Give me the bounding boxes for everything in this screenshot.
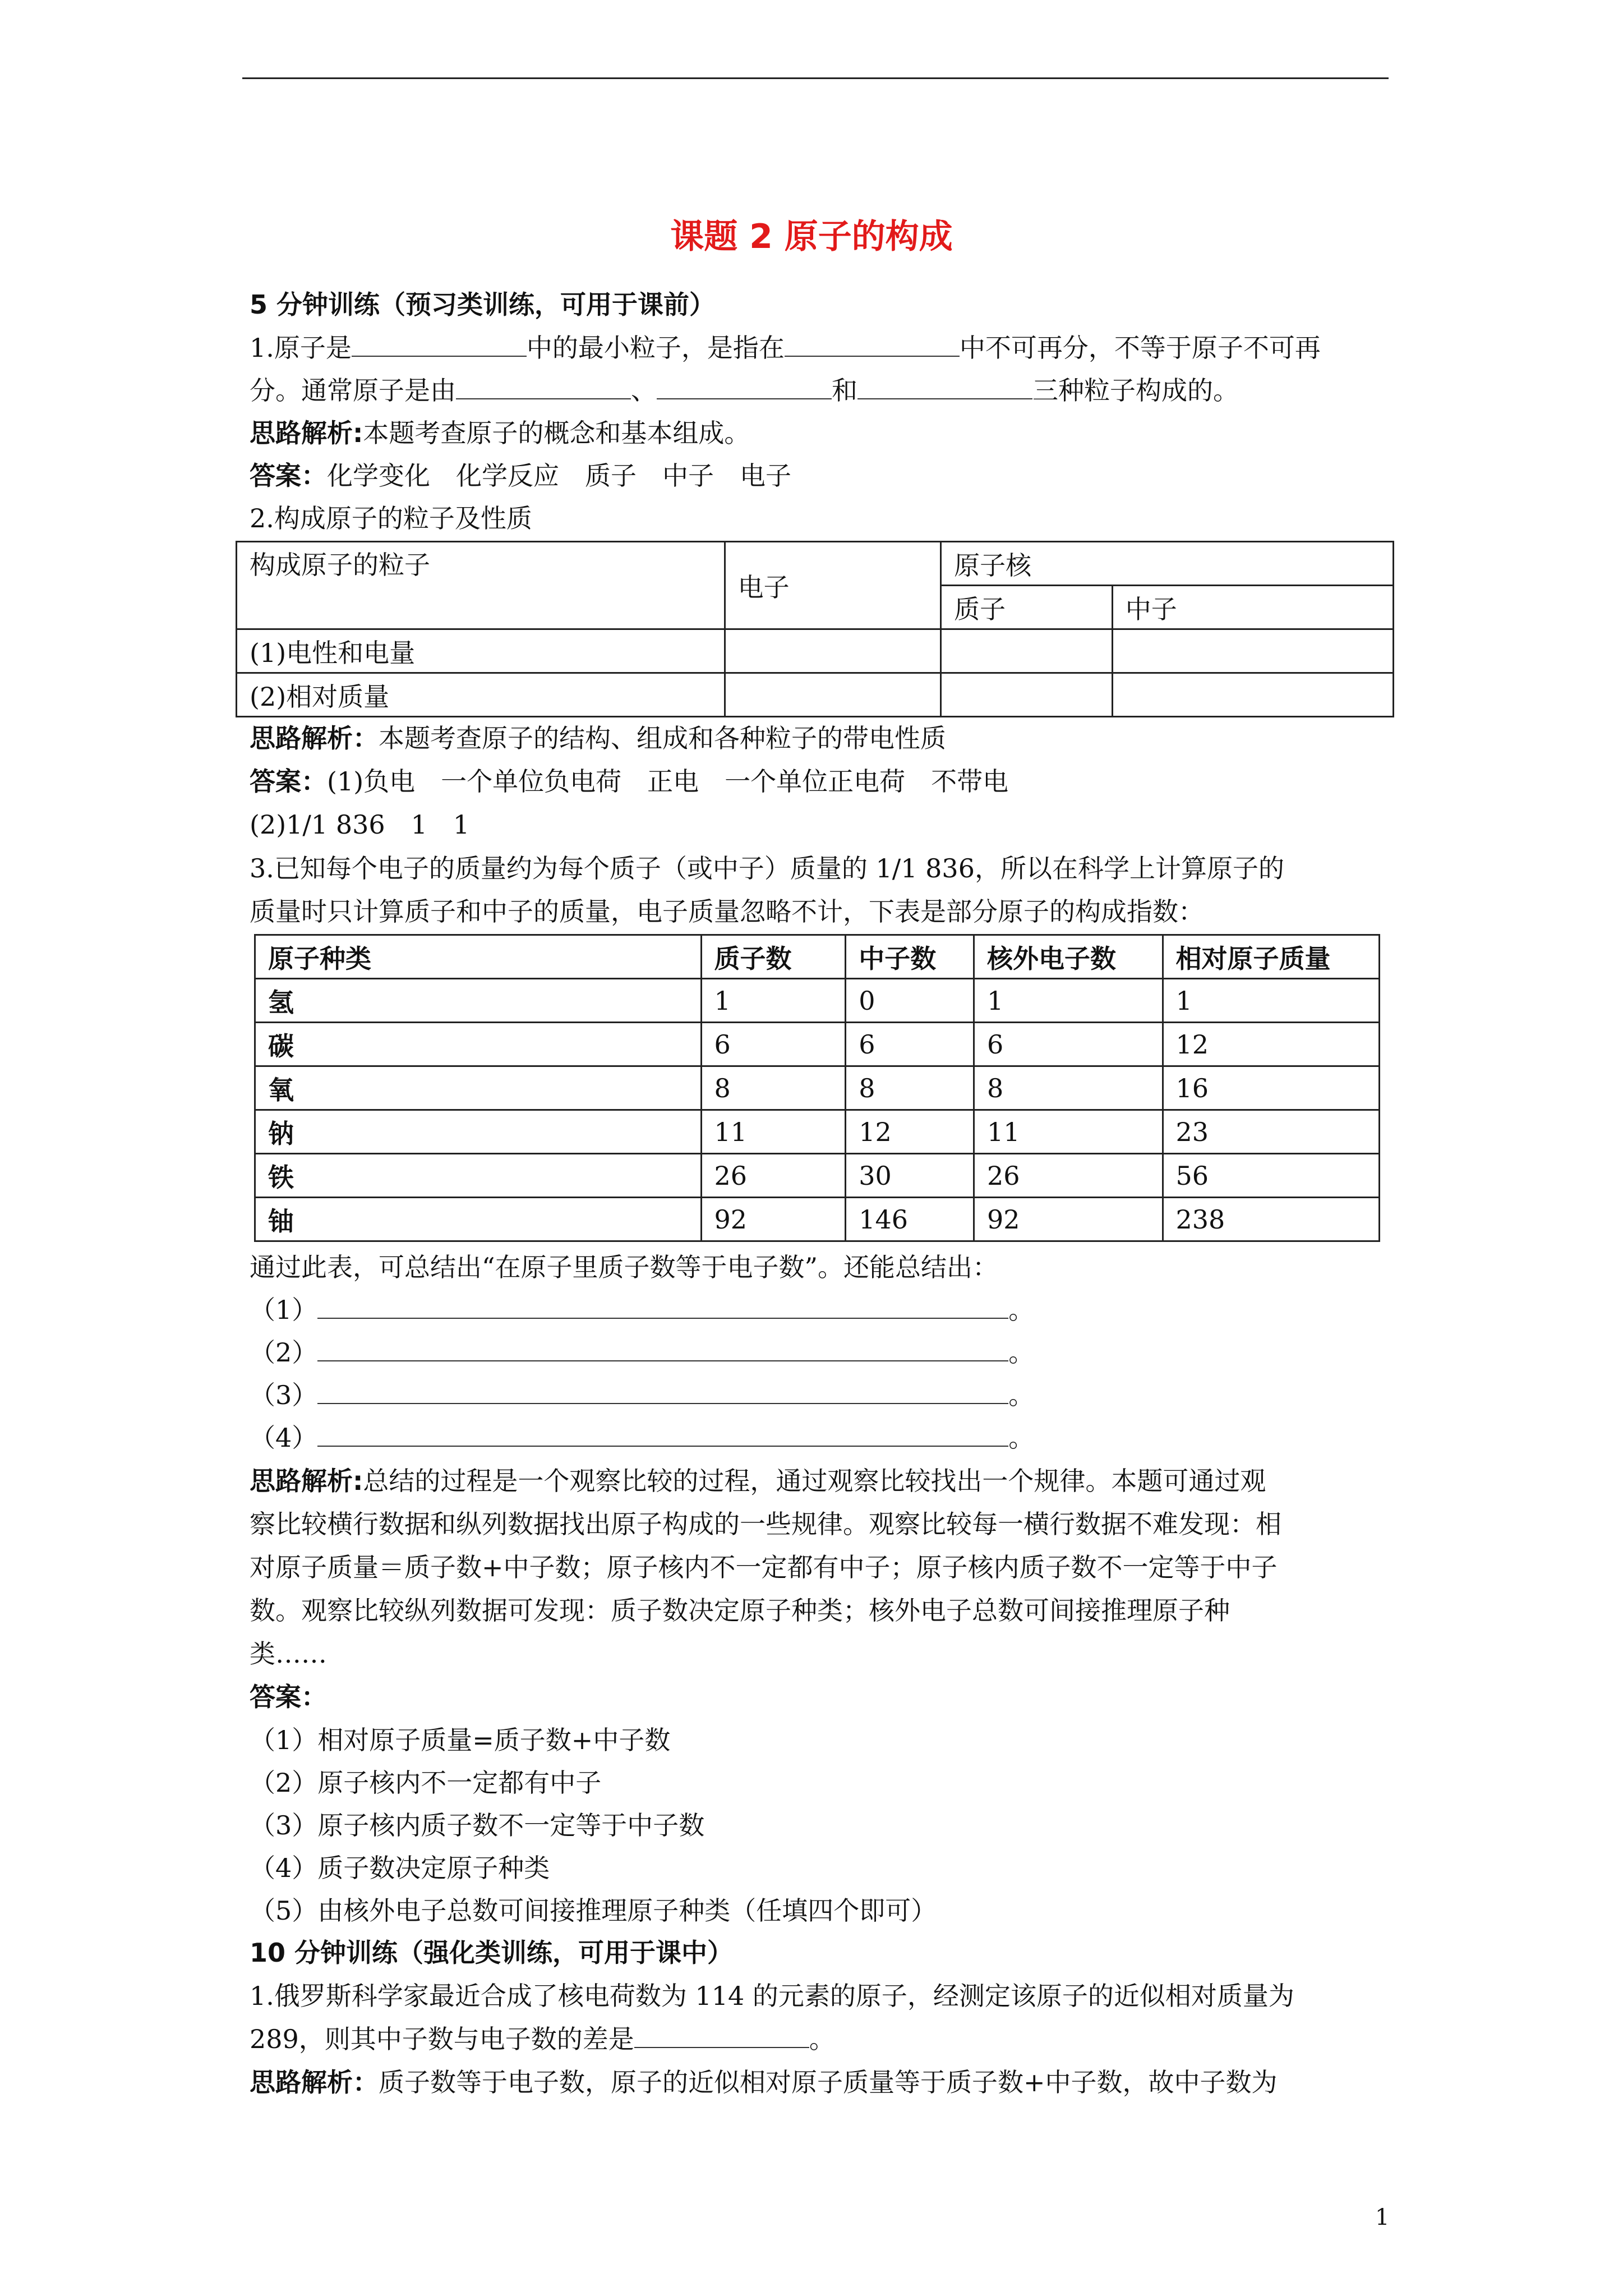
table-header-cell: 相对原子质量 xyxy=(1163,935,1380,979)
table-cell: 12 xyxy=(846,1110,974,1154)
table-cell-empty[interactable] xyxy=(725,629,940,673)
table-cell: 16 xyxy=(1163,1066,1380,1110)
q3-answer-label: 答案： xyxy=(250,1682,327,1712)
answer-item: （3）原子核内质子数不一定等于中子数 xyxy=(250,1810,705,1841)
hint-text: 本题考查原子的结构、组成和各种粒子的带电性质 xyxy=(379,723,946,753)
q1-text-f: 和 xyxy=(832,375,857,406)
table-cell: 8 xyxy=(846,1066,974,1110)
cell-row-charge: (1)电性和电量 xyxy=(237,629,725,673)
element-name-cell: 铀 xyxy=(255,1198,702,1241)
table-cell: 92 xyxy=(701,1198,846,1241)
blank-number: （4） xyxy=(250,1423,318,1453)
table-cell: 238 xyxy=(1163,1198,1380,1241)
q2-text: 2.构成原子的粒子及性质 xyxy=(250,503,532,533)
answer-blank[interactable] xyxy=(317,1423,1008,1447)
table-cell-empty[interactable] xyxy=(941,673,1113,717)
table-cell: 12 xyxy=(1163,1023,1380,1066)
q1-text-d: 分。通常原子是由 xyxy=(250,375,456,406)
table-header-row xyxy=(255,935,1380,979)
table-cell: 0 xyxy=(846,979,974,1023)
cell-particles-header: 构成原子的粒子 xyxy=(237,542,725,629)
blank-number: （2） xyxy=(250,1337,318,1368)
q1-text-e: 、 xyxy=(631,375,657,406)
q2-answer xyxy=(250,764,1008,799)
q3-hint-1 xyxy=(250,1464,1266,1498)
q3-hint-4: 数。观察比较纵列数据可发现：质子数决定原子种类；核外电子总数可间接推理原子种 xyxy=(250,1595,1230,1626)
q1-blank-5[interactable] xyxy=(857,376,1032,399)
q1-answer xyxy=(250,458,791,493)
page-title: 课题 2 原子的构成 xyxy=(670,217,953,256)
answer-blank[interactable] xyxy=(317,1338,1008,1361)
section-heading-10min: 10 分钟训练（强化类训练，可用于课中） xyxy=(250,1938,734,1968)
hint-text: 质子数等于电子数，原子的近似相对原子质量等于质子数+中子数，故中子数为 xyxy=(379,2067,1278,2097)
blank-end: 。 xyxy=(1008,1337,1035,1368)
page-number: 1 xyxy=(1375,2205,1390,2230)
q1-blank-1[interactable] xyxy=(352,333,527,357)
table-cell: 11 xyxy=(701,1110,846,1154)
particles-table xyxy=(236,541,1394,717)
s2-q1-text-b: 。 xyxy=(809,2024,835,2054)
q3-line1: 3.已知每个电子的质量约为每个质子（或中子）质量的 1/1 836，所以在科学上计算原子的 xyxy=(250,853,1284,884)
answer-label: 答案： xyxy=(250,461,327,491)
table-cell: 8 xyxy=(701,1066,846,1110)
element-name-cell: 氢 xyxy=(255,979,702,1023)
cell-proton-header: 质子 xyxy=(941,586,1113,629)
hint-label: 思路解析: xyxy=(250,418,363,448)
hint-text: 总结的过程是一个观察比较的过程，通过观察比较找出一个规律。本题可通过观 xyxy=(363,1466,1266,1496)
hint-label: 思路解析： xyxy=(250,723,379,753)
answer-item: （5）由核外电子总数可间接推理原子种类（任填四个即可） xyxy=(250,1895,937,1926)
atom-composition-table xyxy=(254,934,1380,1242)
blank-end: 。 xyxy=(1008,1423,1035,1453)
q1-text-c: 中不可再分，不等于原子不可再 xyxy=(959,333,1321,363)
q3-blank-line xyxy=(250,1292,1034,1327)
table-cell: 56 xyxy=(1163,1154,1380,1198)
s2-q1-line1: 1.俄罗斯科学家最近合成了核电荷数为 114 的元素的原子，经测定该原子的近似相对质量为 xyxy=(250,1981,1294,2011)
table-cell-empty[interactable] xyxy=(941,629,1113,673)
q3-after-table: 通过此表，可总结出“在原子里质子数等于电子数”。还能总结出： xyxy=(250,1252,999,1282)
cell-nucleus-header: 原子核 xyxy=(941,542,1394,586)
table-cell: 23 xyxy=(1163,1110,1380,1154)
table-cell: 26 xyxy=(701,1154,846,1198)
element-name-cell: 钠 xyxy=(255,1110,702,1154)
table-cell-empty[interactable] xyxy=(1112,629,1393,673)
table-row xyxy=(255,1023,1380,1066)
answer-item: （2）原子核内不一定都有中子 xyxy=(250,1768,602,1798)
table-cell: 1 xyxy=(701,979,846,1023)
answer-label: 答案： xyxy=(250,766,327,797)
q2-answer-2: (2)1/1 836 1 1 xyxy=(250,809,470,840)
s2-q1-hint xyxy=(250,2065,1278,2100)
q3-blank-line xyxy=(250,1420,1034,1455)
table-cell-empty[interactable] xyxy=(725,673,940,717)
s2-q1-text-a: 289，则其中子数与电子数的差是 xyxy=(250,2024,634,2054)
blank-number: （3） xyxy=(250,1380,318,1410)
s2-q1-blank[interactable] xyxy=(634,2024,809,2048)
answer-item: （4）质子数决定原子种类 xyxy=(250,1853,550,1883)
table-header-cell: 质子数 xyxy=(701,935,846,979)
answer-item: （1）相对原子质量=质子数+中子数 xyxy=(250,1725,671,1755)
table-row xyxy=(255,1198,1380,1241)
table-row xyxy=(255,1066,1380,1110)
s2-q1-line2 xyxy=(250,2022,835,2056)
element-name-cell: 碳 xyxy=(255,1023,702,1066)
q1-blank-3[interactable] xyxy=(456,376,631,399)
table-row xyxy=(255,1110,1380,1154)
table-cell: 8 xyxy=(974,1066,1163,1110)
blank-end: 。 xyxy=(1008,1295,1035,1325)
section-heading-5min: 5 分钟训练（预习类训练，可用于课前） xyxy=(250,289,716,320)
table-cell: 92 xyxy=(974,1198,1163,1241)
cell-row-mass: (2)相对质量 xyxy=(237,673,725,717)
q3-hint-3: 对原子质量＝质子数+中子数；原子核内不一定都有中子；原子核内质子数不一定等于中子 xyxy=(250,1552,1278,1582)
element-name-cell: 氧 xyxy=(255,1066,702,1110)
hint-label: 思路解析: xyxy=(250,1466,363,1496)
q1-line2 xyxy=(250,373,1239,408)
cell-electron-header: 电子 xyxy=(725,542,940,629)
table-header-cell: 原子种类 xyxy=(255,935,702,979)
cell-neutron-header: 中子 xyxy=(1112,586,1393,629)
q3-blank-line xyxy=(250,1378,1034,1412)
table-cell: 6 xyxy=(974,1023,1163,1066)
table-cell-empty[interactable] xyxy=(1112,673,1393,717)
q1-text-g: 三种粒子构成的。 xyxy=(1032,375,1239,406)
answer-text: 化学变化 化学反应 质子 中子 电子 xyxy=(327,461,791,491)
table-header-cell: 核外电子数 xyxy=(974,935,1163,979)
q1-blank-2[interactable] xyxy=(785,333,960,357)
table-cell: 146 xyxy=(846,1198,974,1241)
table-cell: 1 xyxy=(1163,979,1380,1023)
table-cell: 30 xyxy=(846,1154,974,1198)
blank-end: 。 xyxy=(1008,1380,1035,1410)
table-header-cell: 中子数 xyxy=(846,935,974,979)
q1-line1 xyxy=(250,330,1321,365)
table-cell: 1 xyxy=(974,979,1163,1023)
element-name-cell: 铁 xyxy=(255,1154,702,1198)
q3-blank-line xyxy=(250,1335,1034,1370)
q1-text-a: 1.原子是 xyxy=(250,333,352,363)
q1-blank-4[interactable] xyxy=(657,376,832,399)
q1-hint xyxy=(250,416,750,450)
table-cell: 6 xyxy=(701,1023,846,1066)
q1-text-b: 中的最小粒子，是指在 xyxy=(526,333,785,363)
blank-number: （1） xyxy=(250,1295,318,1325)
answer-blank[interactable] xyxy=(317,1381,1008,1404)
q3-hint-2: 察比较横行数据和纵列数据找出原子构成的一些规律。观察比较每一横行数据不难发现：相 xyxy=(250,1509,1281,1539)
answer-text: (1)负电 一个单位负电荷 正电 一个单位正电荷 不带电 xyxy=(327,766,1009,797)
table-cell: 26 xyxy=(974,1154,1163,1198)
q3-hint-5: 类…… xyxy=(250,1639,327,1669)
table-cell: 6 xyxy=(846,1023,974,1066)
q3-line2: 质量时只计算质子和中子的质量，电子质量忽略不计，下表是部分原子的构成指数： xyxy=(250,896,1204,927)
hint-label: 思路解析： xyxy=(250,2067,379,2097)
header-rule xyxy=(242,77,1389,79)
q2-hint xyxy=(250,721,946,756)
table-row xyxy=(255,1154,1380,1198)
answer-blank[interactable] xyxy=(317,1295,1008,1319)
table-row xyxy=(255,979,1380,1023)
table-cell: 11 xyxy=(974,1110,1163,1154)
hint-text: 本题考查原子的概念和基本组成。 xyxy=(363,418,750,448)
